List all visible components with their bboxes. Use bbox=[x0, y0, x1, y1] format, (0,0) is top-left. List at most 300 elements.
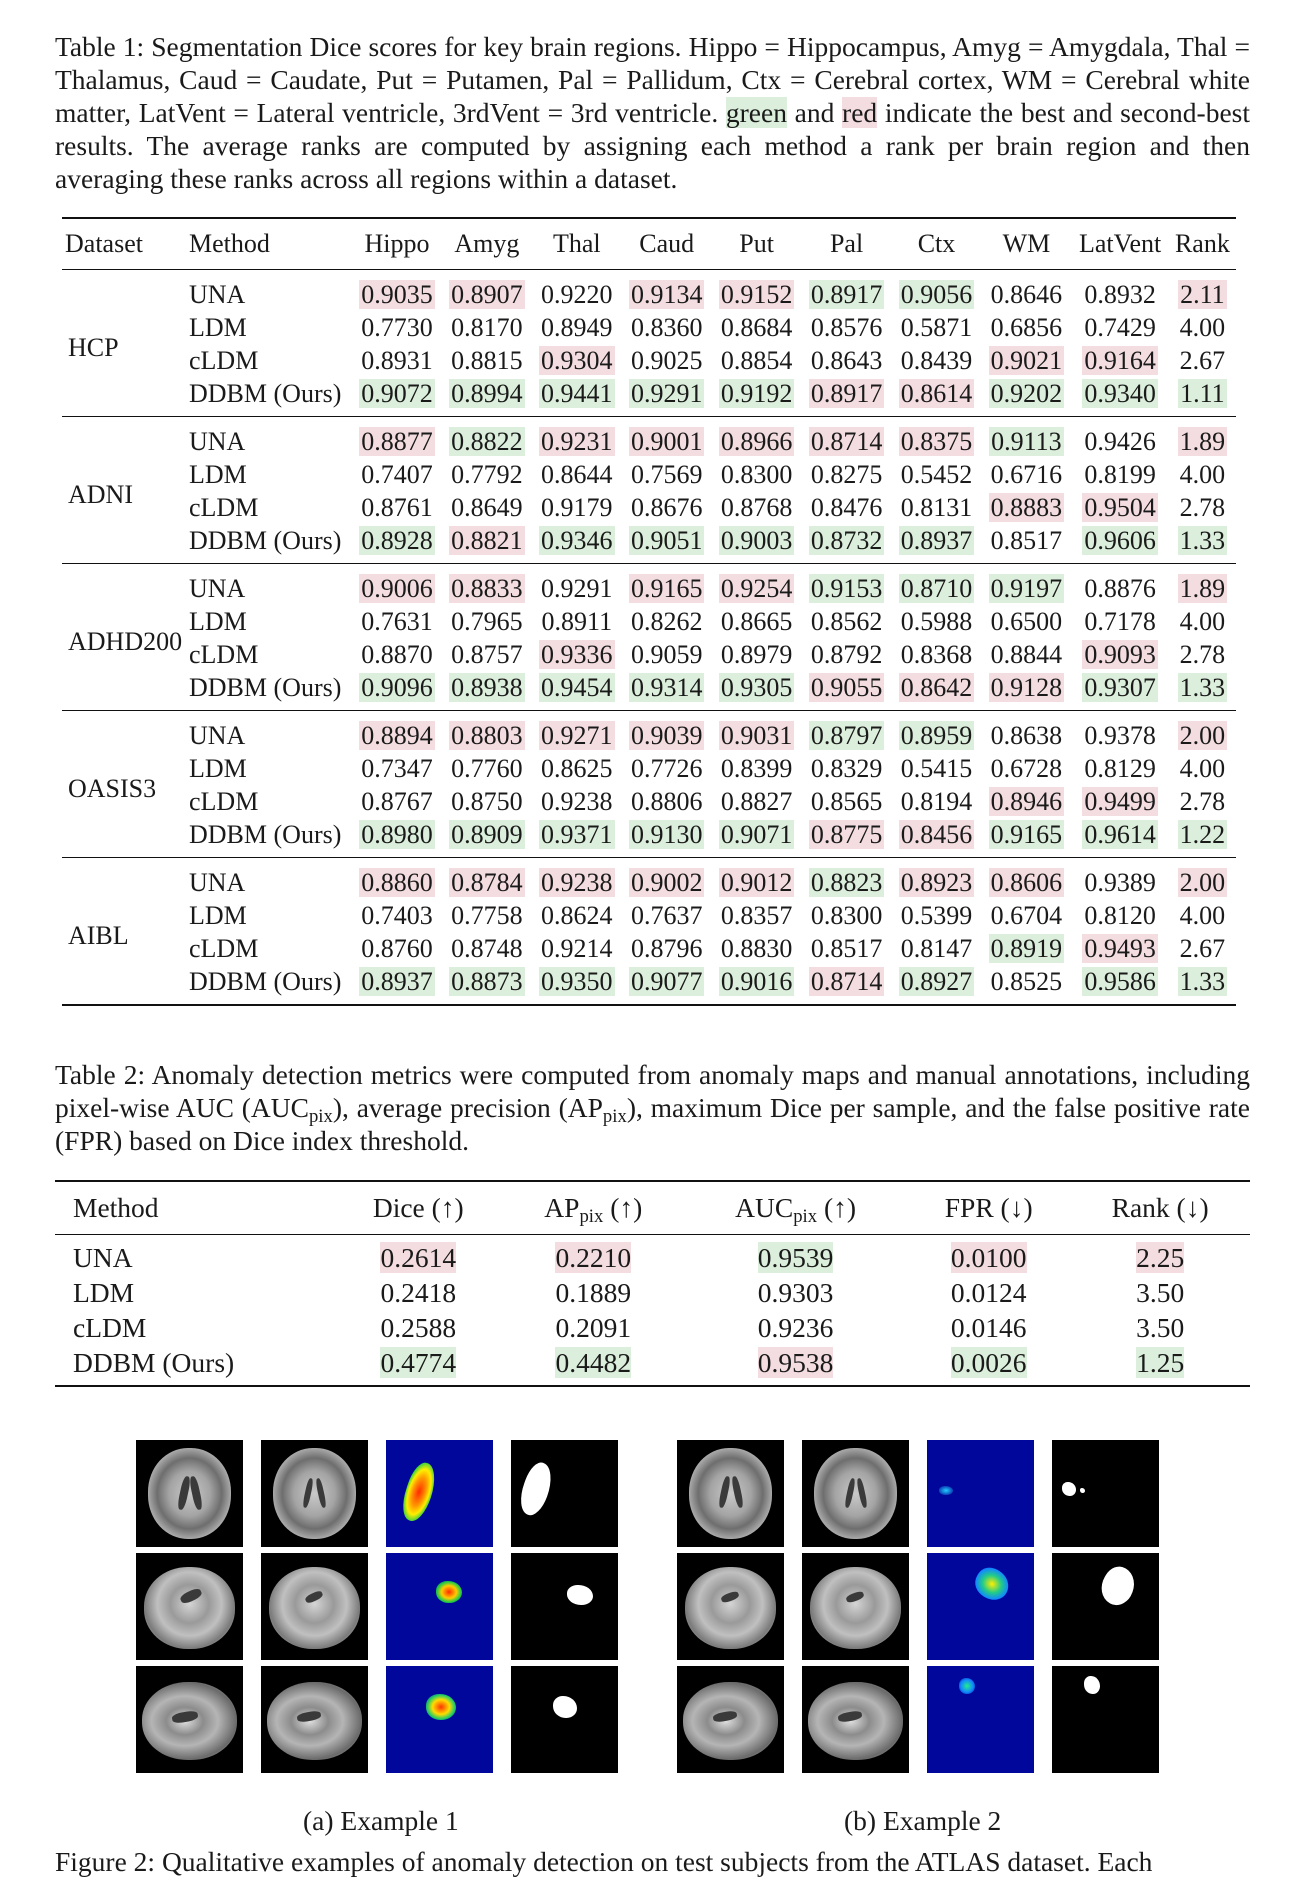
score-value: 0.8877 bbox=[361, 427, 433, 456]
score-value: 0.8767 bbox=[361, 787, 433, 816]
score-value: 0.8642 bbox=[900, 673, 973, 702]
score-value: 0.7726 bbox=[630, 754, 703, 783]
score-value: 0.9238 bbox=[541, 787, 613, 816]
score-value: 4.00 bbox=[1179, 754, 1226, 783]
cell-hippo bbox=[352, 491, 442, 524]
score-value: 0.8368 bbox=[900, 640, 973, 669]
score-value: 0.8748 bbox=[451, 934, 523, 963]
col-header-put: Put bbox=[739, 229, 774, 258]
table-row bbox=[62, 785, 1236, 818]
score-value: 0.8684 bbox=[720, 313, 793, 342]
cell-hippo bbox=[352, 752, 442, 785]
method-name: UNA bbox=[73, 1242, 133, 1273]
cell-wm bbox=[981, 311, 1071, 344]
score-value: 0.7760 bbox=[451, 754, 523, 783]
score-value: 0.8803 bbox=[451, 721, 523, 750]
score-value: 0.9153 bbox=[810, 574, 883, 603]
score-value: 0.9346 bbox=[541, 526, 613, 555]
cell-ctx bbox=[892, 671, 982, 711]
cell-ctx bbox=[892, 564, 982, 606]
method-name: LDM bbox=[189, 460, 247, 489]
cell-hippo bbox=[352, 965, 442, 1005]
cell-hippo bbox=[352, 671, 442, 711]
score-value: 0.8784 bbox=[451, 868, 523, 897]
cell-pal bbox=[802, 899, 892, 932]
metric-value: 1.25 bbox=[1136, 1347, 1185, 1378]
score-value: 0.6704 bbox=[990, 901, 1063, 930]
cell-latvent bbox=[1071, 270, 1168, 312]
score-value: 0.8833 bbox=[451, 574, 523, 603]
cell-hippo bbox=[352, 344, 442, 377]
cell-latvent bbox=[1071, 638, 1168, 671]
score-value: 0.8399 bbox=[720, 754, 793, 783]
score-value: 0.9307 bbox=[1084, 673, 1156, 702]
cell-pal bbox=[802, 524, 892, 564]
cell-hippo bbox=[352, 458, 442, 491]
metric-value: 0.9236 bbox=[757, 1312, 834, 1343]
col-header-thal: Thal bbox=[552, 229, 601, 258]
cell-rank bbox=[1169, 491, 1236, 524]
method-name: LDM bbox=[189, 607, 247, 636]
score-value: 0.8928 bbox=[361, 526, 433, 555]
table-row bbox=[62, 965, 1236, 1005]
score-value: 0.9128 bbox=[990, 673, 1063, 702]
score-value: 0.9202 bbox=[990, 379, 1063, 408]
cell-thal bbox=[532, 605, 622, 638]
cell-put bbox=[712, 671, 802, 711]
cell-wm bbox=[981, 417, 1071, 459]
score-value: 0.9238 bbox=[541, 868, 613, 897]
cell-rank bbox=[1070, 1235, 1250, 1276]
mri-coronal-reconstruction bbox=[802, 1553, 909, 1660]
score-value: 0.9454 bbox=[541, 673, 613, 702]
score-value: 0.8300 bbox=[810, 901, 883, 930]
score-value: 0.9002 bbox=[630, 868, 703, 897]
score-value: 0.9001 bbox=[630, 427, 703, 456]
score-value: 0.8375 bbox=[900, 427, 973, 456]
score-value: 0.9072 bbox=[361, 379, 433, 408]
score-value: 0.8827 bbox=[720, 787, 793, 816]
cell-put bbox=[712, 785, 802, 818]
cell-fpr bbox=[907, 1235, 1070, 1276]
figure-example-2 bbox=[677, 1440, 1159, 1773]
score-value: 0.9304 bbox=[541, 346, 613, 375]
col-header-rank: Rank bbox=[1174, 229, 1230, 258]
cell-hippo bbox=[352, 858, 442, 900]
score-value: 0.8946 bbox=[990, 787, 1063, 816]
cell-ctx bbox=[892, 785, 982, 818]
cell-hippo bbox=[352, 377, 442, 417]
col-header-amyg: Amyg bbox=[454, 229, 520, 258]
cell-thal bbox=[532, 377, 622, 417]
mri-axial-input bbox=[677, 1440, 784, 1547]
table-row bbox=[62, 638, 1236, 671]
score-value: 0.8761 bbox=[361, 493, 433, 522]
cell-wm bbox=[981, 899, 1071, 932]
metric-value: 0.2418 bbox=[380, 1277, 457, 1308]
score-value: 4.00 bbox=[1179, 607, 1226, 636]
score-value: 0.9192 bbox=[720, 379, 793, 408]
cell-thal bbox=[532, 752, 622, 785]
cell-fpr bbox=[907, 1345, 1070, 1386]
score-value: 0.8194 bbox=[900, 787, 973, 816]
cell-amyg bbox=[442, 417, 532, 459]
cell-wm bbox=[981, 344, 1071, 377]
cell-pal bbox=[802, 858, 892, 900]
score-value: 0.9059 bbox=[630, 640, 703, 669]
mri-coronal-input bbox=[677, 1553, 784, 1660]
method-name: LDM bbox=[189, 901, 247, 930]
score-value: 0.9093 bbox=[1084, 640, 1156, 669]
score-value: 0.9031 bbox=[720, 721, 793, 750]
cell-pal bbox=[802, 605, 892, 638]
score-value: 0.9305 bbox=[720, 673, 793, 702]
cell-auc bbox=[684, 1310, 907, 1345]
cell-put bbox=[712, 344, 802, 377]
cell-caud bbox=[622, 638, 712, 671]
table1-caption: Table 1: Segmentation Dice scores for key brain regions. Hippo = Hippocampus, Amyg = Amygdala, Thal = Thalamus, Caud = Caudate, Put = Putamen, Pal = Pallidum, Ctx = Cerebral cortex, WM = Cerebral white matter, LatVent = Lateral ventricle, 3rdVent = 3rd ventricle. green and red indicate the best and second-best results. The average ranks are computed by assigning each method a rank per brain region and then averaging these ranks across all regions within a dataset. bbox=[55, 31, 1250, 194]
cell-wm bbox=[981, 671, 1071, 711]
cell-pal bbox=[802, 785, 892, 818]
cell-ctx bbox=[892, 858, 982, 900]
score-value: 0.7403 bbox=[361, 901, 433, 930]
score-value: 1.22 bbox=[1179, 820, 1226, 849]
score-value: 0.8624 bbox=[541, 901, 613, 930]
cell-thal bbox=[532, 270, 622, 312]
score-value: 0.9179 bbox=[541, 493, 613, 522]
table-row bbox=[62, 564, 1236, 606]
cell-hippo bbox=[352, 818, 442, 858]
table-row bbox=[55, 1235, 1250, 1276]
mri-sagittal-reconstruction bbox=[802, 1666, 909, 1773]
method-name: UNA bbox=[189, 574, 246, 603]
cell-ctx bbox=[892, 605, 982, 638]
score-value: 0.9220 bbox=[541, 280, 613, 309]
cell-latvent bbox=[1071, 818, 1168, 858]
score-value: 0.8170 bbox=[451, 313, 523, 342]
score-value: 0.8576 bbox=[810, 313, 883, 342]
score-value: 0.8644 bbox=[541, 460, 613, 489]
score-value: 0.9012 bbox=[720, 868, 793, 897]
score-value: 0.8854 bbox=[720, 346, 793, 375]
score-value: 0.5988 bbox=[900, 607, 973, 636]
cell-pal bbox=[802, 932, 892, 965]
score-value: 0.9504 bbox=[1084, 493, 1156, 522]
metric-value: 0.2588 bbox=[380, 1312, 457, 1343]
score-value: 0.9336 bbox=[541, 640, 613, 669]
score-value: 0.8870 bbox=[361, 640, 433, 669]
col-header-fpr: FPR (↓) bbox=[944, 1192, 1033, 1223]
metric-value: 0.4482 bbox=[555, 1347, 632, 1378]
score-value: 0.8815 bbox=[451, 346, 523, 375]
score-value: 0.8907 bbox=[451, 280, 523, 309]
figure-example-1 bbox=[136, 1440, 618, 1773]
score-value: 0.8714 bbox=[810, 427, 883, 456]
table-row bbox=[62, 899, 1236, 932]
col-header-dataset: Dataset bbox=[65, 229, 143, 258]
cell-thal bbox=[532, 564, 622, 606]
cell-pal bbox=[802, 377, 892, 417]
cell-dice bbox=[334, 1235, 503, 1276]
score-value: 0.8606 bbox=[990, 868, 1063, 897]
cell-pal bbox=[802, 458, 892, 491]
subcaption-example-2: (b) Example 2 bbox=[844, 1805, 1002, 1836]
score-value: 0.9314 bbox=[630, 673, 703, 702]
figure-caption-fragment: Figure 2: Qualitative examples of anomaly detection on test subjects from the ATLAS dataset. Each bbox=[55, 1846, 1153, 1877]
score-value: 0.8760 bbox=[361, 934, 433, 963]
cell-latvent bbox=[1071, 417, 1168, 459]
cell-hippo bbox=[352, 605, 442, 638]
cell-put bbox=[712, 524, 802, 564]
score-value: 0.8757 bbox=[451, 640, 523, 669]
method-name: LDM bbox=[189, 313, 247, 342]
cell-amyg bbox=[442, 458, 532, 491]
score-value: 1.33 bbox=[1179, 526, 1226, 555]
cell-latvent bbox=[1071, 785, 1168, 818]
score-value: 0.8959 bbox=[900, 721, 973, 750]
metric-value: 3.50 bbox=[1136, 1312, 1185, 1343]
table-row bbox=[62, 524, 1236, 564]
cell-ctx bbox=[892, 491, 982, 524]
table-row bbox=[62, 458, 1236, 491]
cell-thal bbox=[532, 711, 622, 753]
cell-wm bbox=[981, 564, 1071, 606]
score-value: 0.8980 bbox=[361, 820, 433, 849]
cell-caud bbox=[622, 417, 712, 459]
score-value: 0.7730 bbox=[361, 313, 433, 342]
cell-wm bbox=[981, 270, 1071, 312]
table-row bbox=[62, 311, 1236, 344]
score-value: 0.9039 bbox=[630, 721, 703, 750]
score-value: 0.8565 bbox=[810, 787, 883, 816]
cell-rank bbox=[1169, 377, 1236, 417]
cell-caud bbox=[622, 858, 712, 900]
cell-latvent bbox=[1071, 458, 1168, 491]
cell-wm bbox=[981, 711, 1071, 753]
cell-auc bbox=[684, 1275, 907, 1310]
score-value: 0.8883 bbox=[990, 493, 1063, 522]
score-value: 0.6856 bbox=[990, 313, 1063, 342]
dataset-group bbox=[62, 564, 1236, 711]
score-value: 0.8979 bbox=[720, 640, 793, 669]
score-value: 0.8909 bbox=[451, 820, 523, 849]
score-value: 0.8525 bbox=[990, 967, 1063, 996]
score-value: 0.8937 bbox=[900, 526, 973, 555]
cell-caud bbox=[622, 785, 712, 818]
score-value: 1.89 bbox=[1179, 574, 1226, 603]
red-legend-word: red bbox=[842, 97, 878, 128]
cell-auc bbox=[684, 1345, 907, 1386]
ground-truth-mask-sagittal bbox=[1052, 1666, 1159, 1773]
score-value: 0.9606 bbox=[1084, 526, 1156, 555]
score-value: 0.9291 bbox=[541, 574, 613, 603]
score-value: 0.8275 bbox=[810, 460, 883, 489]
table-row bbox=[62, 932, 1236, 965]
score-value: 0.9271 bbox=[541, 721, 613, 750]
cell-rank bbox=[1070, 1310, 1250, 1345]
cell-caud bbox=[622, 458, 712, 491]
cell-pal bbox=[802, 564, 892, 606]
cell-hippo bbox=[352, 638, 442, 671]
metric-value: 0.4774 bbox=[380, 1347, 457, 1378]
ground-truth-mask-sagittal bbox=[511, 1666, 618, 1773]
dataset-group bbox=[62, 858, 1236, 1006]
score-value: 0.9051 bbox=[630, 526, 703, 555]
cell-ctx bbox=[892, 899, 982, 932]
mri-coronal-reconstruction bbox=[261, 1553, 368, 1660]
score-value: 0.9077 bbox=[630, 967, 703, 996]
cell-caud bbox=[622, 818, 712, 858]
col-header-method: Method bbox=[189, 229, 270, 258]
table-row bbox=[55, 1345, 1250, 1386]
score-value: 0.9371 bbox=[541, 820, 613, 849]
score-value: 0.9165 bbox=[990, 820, 1063, 849]
score-value: 0.8360 bbox=[630, 313, 703, 342]
score-value: 0.9499 bbox=[1084, 787, 1156, 816]
cell-put bbox=[712, 711, 802, 753]
metric-value: 0.1889 bbox=[555, 1277, 632, 1308]
cell-put bbox=[712, 932, 802, 965]
cell-wm bbox=[981, 785, 1071, 818]
table-row bbox=[62, 858, 1236, 900]
score-value: 0.9389 bbox=[1084, 868, 1156, 897]
score-value: 0.8300 bbox=[720, 460, 793, 489]
score-value: 0.8937 bbox=[361, 967, 433, 996]
metric-value: 0.9539 bbox=[757, 1242, 834, 1273]
score-value: 0.7178 bbox=[1084, 607, 1156, 636]
score-value: 0.9152 bbox=[720, 280, 793, 309]
cell-caud bbox=[622, 270, 712, 312]
method-name: cLDM bbox=[189, 640, 259, 669]
score-value: 0.9025 bbox=[630, 346, 703, 375]
col-header-dice: Dice (↑) bbox=[372, 1192, 464, 1223]
mri-coronal-input bbox=[136, 1553, 243, 1660]
method-name: DDBM (Ours) bbox=[73, 1347, 235, 1378]
cell-wm bbox=[981, 605, 1071, 638]
cell-thal bbox=[532, 491, 622, 524]
cell-amyg bbox=[442, 524, 532, 564]
cell-hippo bbox=[352, 311, 442, 344]
cell-latvent bbox=[1071, 564, 1168, 606]
cell-put bbox=[712, 311, 802, 344]
cell-rank bbox=[1169, 671, 1236, 711]
score-value: 0.9130 bbox=[630, 820, 703, 849]
score-value: 0.8806 bbox=[630, 787, 703, 816]
method-name: cLDM bbox=[189, 493, 259, 522]
cell-wm bbox=[981, 638, 1071, 671]
cell-ap bbox=[503, 1275, 685, 1310]
cell-wm bbox=[981, 524, 1071, 564]
dataset-name: ADHD200 bbox=[68, 626, 183, 656]
score-value: 0.8262 bbox=[630, 607, 703, 636]
cell-put bbox=[712, 965, 802, 1005]
score-value: 0.8710 bbox=[900, 574, 973, 603]
cell-thal bbox=[532, 458, 622, 491]
dataset-group bbox=[62, 417, 1236, 564]
cell-ctx bbox=[892, 524, 982, 564]
cell-caud bbox=[622, 311, 712, 344]
dataset-name: ADNI bbox=[68, 479, 133, 509]
cell-thal bbox=[532, 965, 622, 1005]
cell-rank bbox=[1169, 711, 1236, 753]
cell-ctx bbox=[892, 344, 982, 377]
score-value: 0.9291 bbox=[630, 379, 703, 408]
score-value: 0.8917 bbox=[810, 280, 883, 309]
table-row bbox=[62, 491, 1236, 524]
cell-rank bbox=[1169, 899, 1236, 932]
cell-rank bbox=[1169, 605, 1236, 638]
cell-ctx bbox=[892, 752, 982, 785]
cell-latvent bbox=[1071, 377, 1168, 417]
cell-latvent bbox=[1071, 491, 1168, 524]
score-value: 0.9016 bbox=[720, 967, 793, 996]
score-value: 0.8614 bbox=[900, 379, 973, 408]
cell-pal bbox=[802, 491, 892, 524]
score-value: 0.8768 bbox=[720, 493, 793, 522]
metric-value: 2.25 bbox=[1136, 1242, 1185, 1273]
mri-sagittal-input bbox=[677, 1666, 784, 1773]
cell-rank bbox=[1169, 311, 1236, 344]
segmentation-dice-table bbox=[62, 217, 1236, 1006]
cell-wm bbox=[981, 458, 1071, 491]
score-value: 2.67 bbox=[1179, 346, 1226, 375]
mri-axial-reconstruction bbox=[261, 1440, 368, 1547]
cell-caud bbox=[622, 377, 712, 417]
score-value: 0.8676 bbox=[630, 493, 703, 522]
cell-caud bbox=[622, 344, 712, 377]
cell-wm bbox=[981, 377, 1071, 417]
cell-wm bbox=[981, 858, 1071, 900]
cell-amyg bbox=[442, 270, 532, 312]
cell-rank bbox=[1169, 524, 1236, 564]
cell-ctx bbox=[892, 270, 982, 312]
score-value: 4.00 bbox=[1179, 901, 1226, 930]
cell-put bbox=[712, 458, 802, 491]
cell-amyg bbox=[442, 638, 532, 671]
cell-put bbox=[712, 899, 802, 932]
score-value: 2.67 bbox=[1179, 934, 1226, 963]
metric-value: 0.9538 bbox=[757, 1347, 834, 1378]
cell-latvent bbox=[1071, 711, 1168, 753]
metric-value: 0.0124 bbox=[950, 1277, 1027, 1308]
table-row bbox=[62, 711, 1236, 753]
method-name: DDBM (Ours) bbox=[189, 526, 342, 555]
score-value: 0.7792 bbox=[451, 460, 523, 489]
cell-amyg bbox=[442, 899, 532, 932]
col-header-ctx: Ctx bbox=[917, 229, 956, 258]
score-value: 0.9006 bbox=[361, 574, 433, 603]
cell-pal bbox=[802, 344, 892, 377]
cell-dice bbox=[334, 1310, 503, 1345]
cell-put bbox=[712, 417, 802, 459]
ground-truth-mask-axial bbox=[1052, 1440, 1159, 1547]
cell-rank bbox=[1169, 417, 1236, 459]
cell-rank bbox=[1169, 564, 1236, 606]
cell-rank bbox=[1169, 270, 1236, 312]
score-value: 0.9165 bbox=[630, 574, 703, 603]
score-value: 0.8750 bbox=[451, 787, 523, 816]
score-value: 0.9164 bbox=[1084, 346, 1156, 375]
score-value: 0.8147 bbox=[900, 934, 973, 963]
cell-wm bbox=[981, 932, 1071, 965]
method-name: UNA bbox=[189, 721, 246, 750]
score-value: 0.8932 bbox=[1084, 280, 1156, 309]
cell-amyg bbox=[442, 671, 532, 711]
score-value: 0.8714 bbox=[810, 967, 883, 996]
score-value: 0.9021 bbox=[990, 346, 1063, 375]
score-value: 0.9096 bbox=[361, 673, 433, 702]
cell-rank bbox=[1169, 752, 1236, 785]
